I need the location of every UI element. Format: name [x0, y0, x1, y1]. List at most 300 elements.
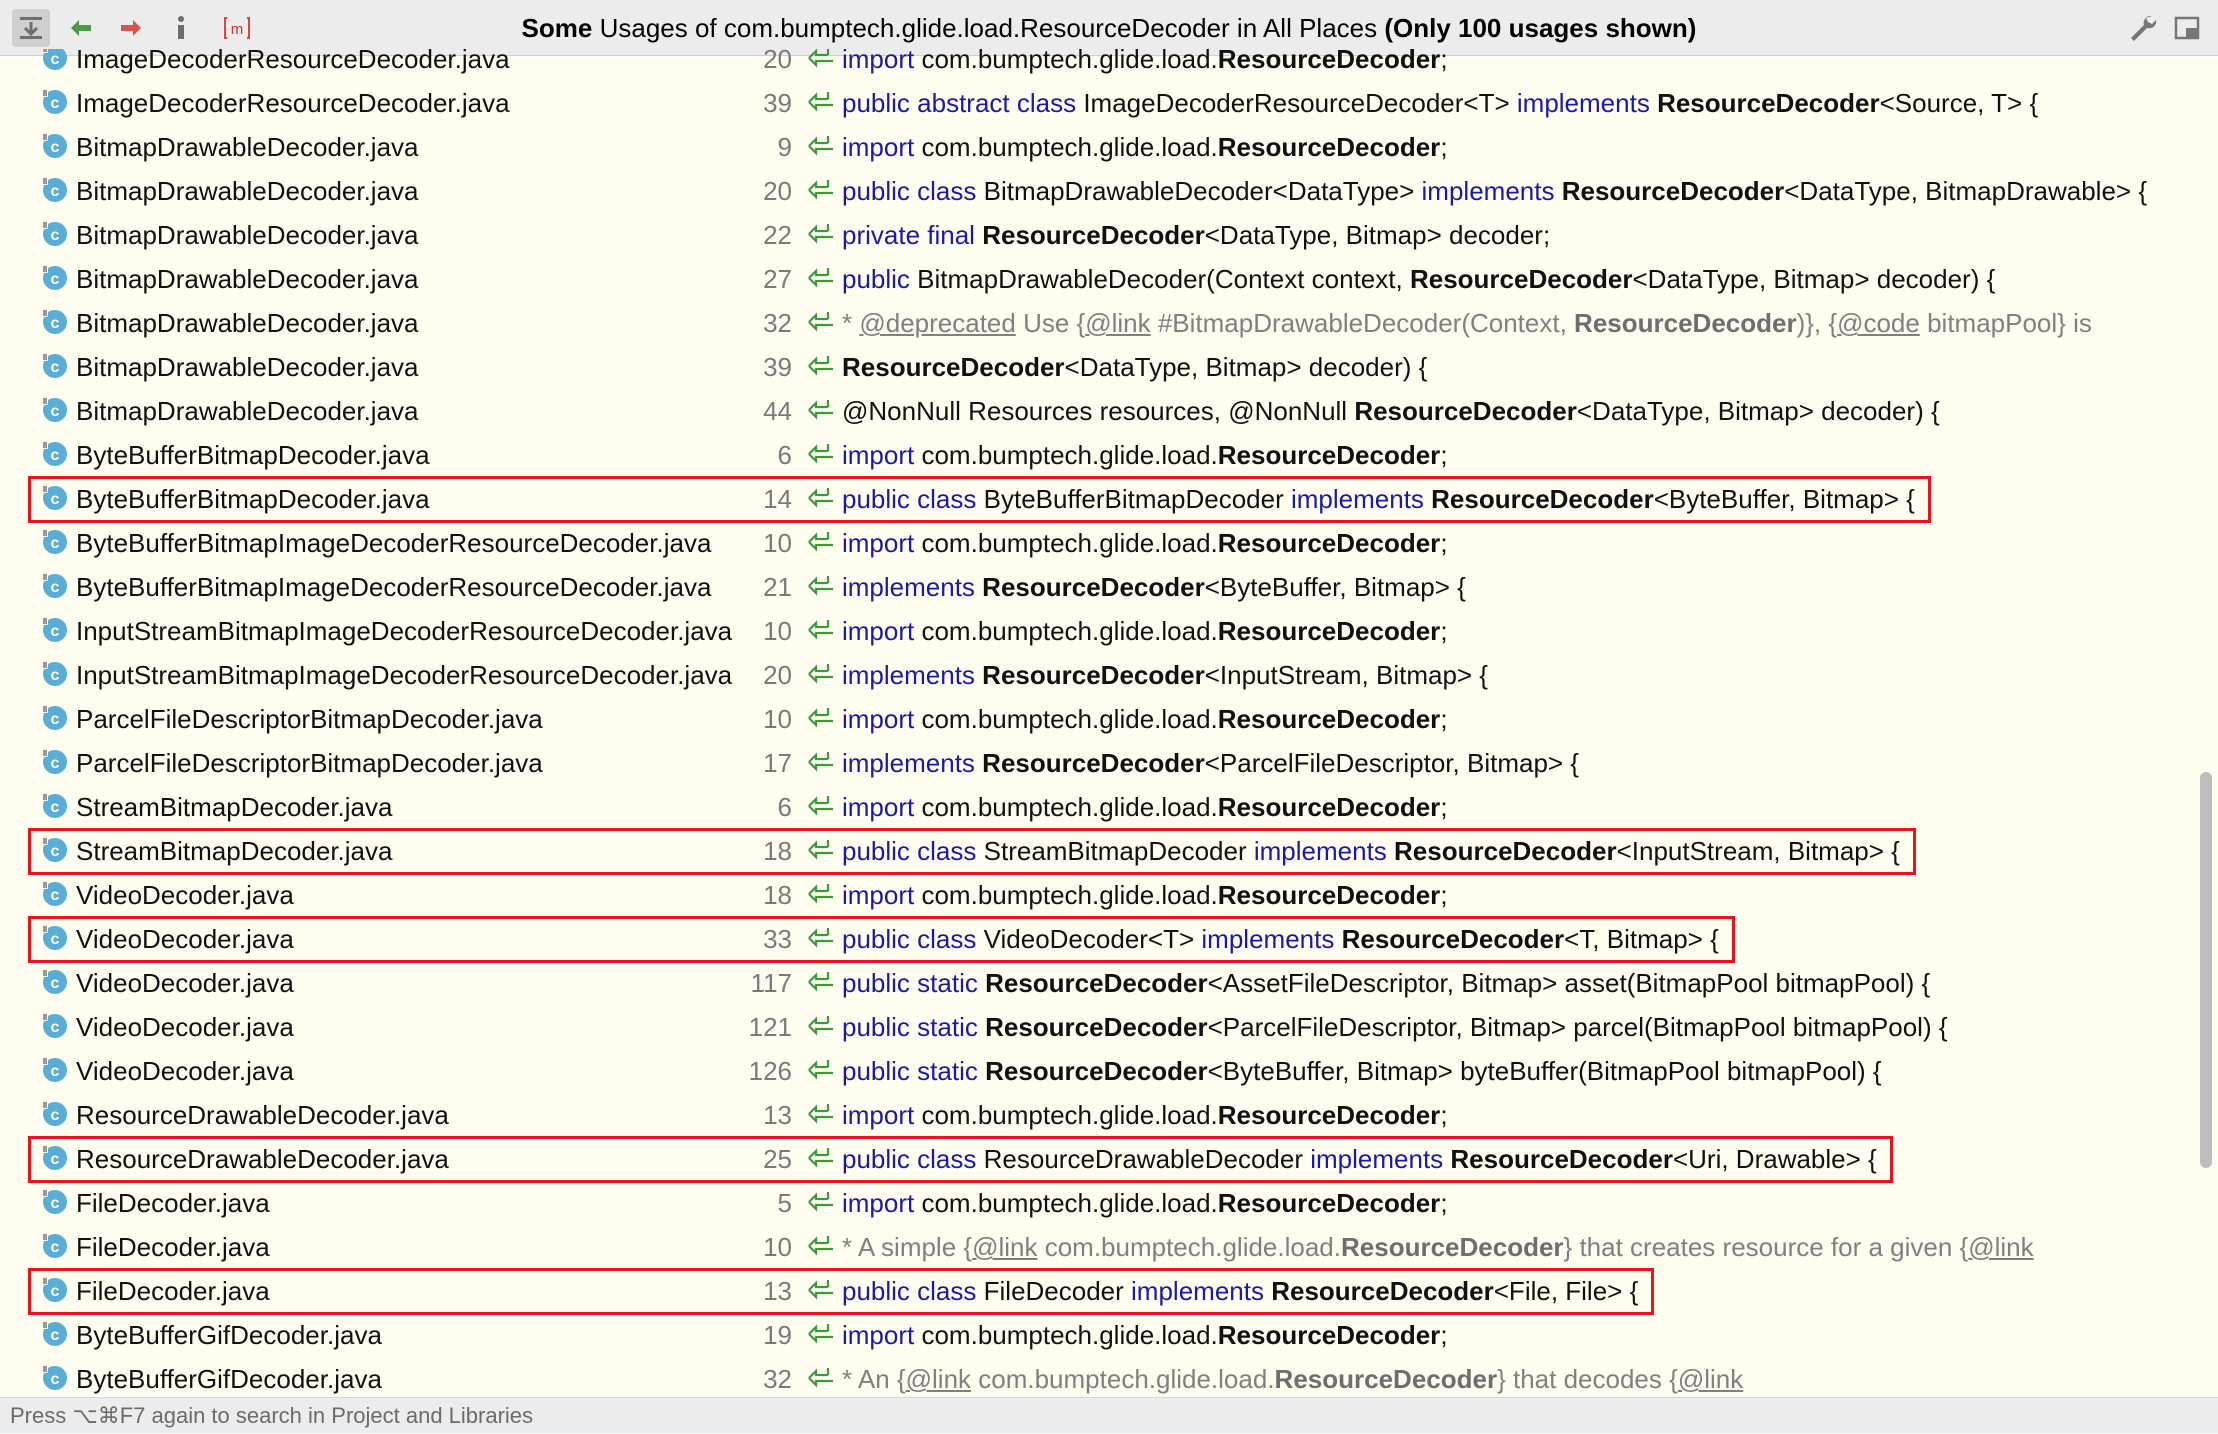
- usage-arrow-icon: [806, 794, 836, 818]
- code-token: ResourceDecoder: [1217, 704, 1441, 734]
- usage-arrow-icon: [806, 310, 836, 334]
- code-token: com.bumptech.glide.load.: [914, 1100, 1218, 1130]
- usage-row[interactable]: [0, 125, 2200, 169]
- code-snippet: [842, 257, 1995, 301]
- file-name: ParcelFileDescriptorBitmapDecoder.java: [76, 748, 543, 778]
- usage-arrow-icon: [806, 618, 836, 642]
- code-token: ResourceDecoder: [1450, 1144, 1673, 1174]
- code-snippet: [842, 213, 1550, 257]
- usage-row[interactable]: [0, 1181, 2200, 1225]
- svg-text:c: c: [50, 1195, 60, 1212]
- code-token: [978, 1056, 985, 1086]
- svg-text:c: c: [50, 843, 60, 860]
- code-token: implements: [1310, 1144, 1444, 1174]
- restore-window-icon[interactable]: [2172, 12, 2204, 44]
- code-token: [978, 968, 985, 998]
- file-name: InputStreamBitmapImageDecoderResourceDecoder.java: [76, 616, 733, 646]
- svg-text:c: c: [50, 887, 60, 904]
- code-token: )}, {: [1796, 308, 1838, 338]
- previous-occurrence-button[interactable]: [62, 9, 100, 47]
- code-token: [1650, 88, 1657, 118]
- usage-arrow-icon: [806, 750, 836, 774]
- code-token: private final: [842, 220, 975, 250]
- svg-text:c: c: [50, 1151, 60, 1168]
- code-token: BitmapDrawableDecoder(Context context,: [909, 264, 1410, 294]
- code-token: ;: [1440, 792, 1448, 822]
- usage-row[interactable]: [0, 697, 2200, 741]
- line-number: 13: [763, 1276, 792, 1306]
- file-name: ByteBufferBitmapImageDecoderResourceDecoder.java: [76, 528, 712, 558]
- usage-row[interactable]: [0, 1049, 2200, 1093]
- status-bar: [0, 1397, 2218, 1433]
- usage-arrow-icon: [806, 134, 836, 158]
- code-token: public class: [842, 176, 977, 206]
- file-name: FileDecoder.java: [76, 1276, 270, 1306]
- line-number: 21: [763, 572, 792, 602]
- svg-text:c: c: [50, 535, 60, 552]
- code-token: ResourceDecoder: [1217, 1100, 1441, 1130]
- code-token: <InputStream, Bitmap> {: [1204, 660, 1488, 690]
- line-number: 39: [763, 352, 792, 382]
- code-snippet: [842, 49, 1448, 81]
- code-token: com.bumptech.glide.load.: [914, 440, 1218, 470]
- file-name: ResourceDrawableDecoder.java: [76, 1144, 449, 1174]
- code-token: ResourceDecoder: [1341, 1232, 1564, 1262]
- file-name: BitmapDrawableDecoder.java: [76, 396, 419, 426]
- code-snippet: [842, 873, 1448, 917]
- code-token: import: [842, 440, 915, 470]
- usage-row[interactable]: [0, 389, 2200, 433]
- line-number: 20: [763, 176, 792, 206]
- file-name: VideoDecoder.java: [76, 968, 294, 998]
- usage-row[interactable]: [0, 213, 2200, 257]
- usage-row[interactable]: [0, 741, 2200, 785]
- code-token: com.bumptech.glide.load.: [914, 132, 1218, 162]
- code-token: ;: [1440, 704, 1448, 734]
- usage-arrow-icon: [806, 662, 836, 686]
- file-name: ImageDecoderResourceDecoder.java: [76, 49, 510, 74]
- java-class-icon: [40, 1231, 70, 1261]
- usage-row[interactable]: [0, 1225, 2200, 1269]
- file-name: BitmapDrawableDecoder.java: [76, 352, 419, 382]
- code-token: <ByteBuffer, Bitmap> {: [1653, 484, 1915, 514]
- code-token: [1554, 176, 1561, 206]
- line-number: 44: [763, 396, 792, 426]
- svg-text:c: c: [50, 1063, 60, 1080]
- code-token: ResourceDecoder: [1561, 176, 1785, 206]
- code-token: implements: [1201, 924, 1335, 954]
- java-class-icon: [40, 175, 70, 205]
- code-token: com.bumptech.glide.load.: [914, 1188, 1218, 1218]
- code-snippet: [842, 1181, 1448, 1225]
- java-class-icon: [40, 395, 70, 425]
- java-class-icon: [40, 49, 70, 73]
- file-name: ByteBufferBitmapDecoder.java: [76, 440, 430, 470]
- java-class-icon: [40, 703, 70, 733]
- module-icon: [222, 13, 252, 43]
- code-token: ResourceDecoder: [1217, 616, 1441, 646]
- code-token: ResourceDecoder: [985, 1012, 1208, 1042]
- usage-arrow-icon: [806, 354, 836, 378]
- svg-text:c: c: [50, 359, 60, 376]
- code-token: } that creates resource for a given {: [1563, 1232, 1969, 1262]
- code-token: public class: [842, 1144, 977, 1174]
- code-token: ;: [1440, 1100, 1448, 1130]
- code-token: <DataType, Bitmap> decoder) {: [1064, 352, 1428, 382]
- usage-arrow-icon: [806, 1322, 836, 1346]
- line-number: 10: [763, 528, 792, 558]
- usage-arrow-icon: [806, 1102, 836, 1126]
- highlight-box: [28, 828, 1916, 875]
- java-class-icon: [40, 791, 70, 821]
- code-token: #BitmapDrawableDecoder(Context,: [1150, 308, 1575, 338]
- code-snippet: [842, 389, 1940, 433]
- usage-row[interactable]: [0, 521, 2200, 565]
- code-token: com.bumptech.glide.load.: [914, 1320, 1218, 1350]
- code-token: ;: [1440, 1320, 1448, 1350]
- code-token: public class: [842, 924, 977, 954]
- usages-toolbar: [0, 0, 2218, 56]
- line-number: 32: [763, 1364, 792, 1394]
- code-token: * An {: [842, 1364, 906, 1394]
- code-token: @deprecated: [859, 308, 1016, 338]
- java-class-icon: [40, 967, 70, 997]
- svg-text:c: c: [50, 667, 60, 684]
- usage-row[interactable]: [0, 1093, 2200, 1137]
- code-token: com.bumptech.glide.load.: [914, 49, 1218, 74]
- code-token: bitmapPool} is: [1919, 308, 2092, 338]
- java-class-icon: [40, 571, 70, 601]
- java-class-icon: [40, 879, 70, 909]
- code-token: @NonNull Resources resources, @NonNull: [842, 396, 1355, 426]
- vertical-scrollbar[interactable]: [2200, 772, 2212, 1168]
- usage-row[interactable]: [0, 961, 2200, 1005]
- code-token: ResourceDecoder: [1217, 1320, 1441, 1350]
- usage-row[interactable]: [0, 609, 2200, 653]
- line-number: 18: [763, 880, 792, 910]
- code-token: ;: [1440, 880, 1448, 910]
- file-name: ImageDecoderResourceDecoder.java: [76, 88, 510, 118]
- code-token: <ByteBuffer, Bitmap> byteBuffer(BitmapPool bitmapPool) {: [1207, 1056, 1882, 1086]
- file-name: ResourceDrawableDecoder.java: [76, 1100, 449, 1130]
- code-token: ByteBufferBitmapDecoder: [976, 484, 1291, 514]
- code-token: Use {: [1015, 308, 1086, 338]
- code-token: implements: [1253, 836, 1387, 866]
- wrench-icon[interactable]: [2126, 12, 2158, 44]
- usage-row[interactable]: [0, 49, 2200, 81]
- svg-text:c: c: [50, 1371, 60, 1388]
- code-token: import: [842, 49, 915, 74]
- line-number: 20: [763, 660, 792, 690]
- usage-arrow-icon: [806, 1234, 836, 1258]
- svg-text:c: c: [50, 1239, 60, 1256]
- line-number: 22: [763, 220, 792, 250]
- code-snippet: [842, 433, 1448, 477]
- code-snippet: [842, 609, 1448, 653]
- code-token: ;: [1440, 440, 1448, 470]
- usage-arrow-icon: [806, 266, 836, 290]
- code-snippet: [842, 1357, 1743, 1397]
- code-token: ResourceDecoder: [982, 572, 1205, 602]
- line-number: 6: [777, 440, 792, 470]
- code-token: } that decodes {: [1497, 1364, 1678, 1394]
- code-token: ;: [1440, 49, 1448, 74]
- code-token: com.bumptech.glide.load.: [1037, 1232, 1341, 1262]
- code-token: ResourceDecoder: [1217, 792, 1441, 822]
- code-token: ResourceDecoder: [1217, 880, 1441, 910]
- code-token: <ByteBuffer, Bitmap> {: [1204, 572, 1466, 602]
- usage-arrow-icon: [806, 706, 836, 730]
- file-name: ByteBufferGifDecoder.java: [76, 1364, 382, 1394]
- usage-arrow-icon: [806, 49, 836, 70]
- usage-arrow-icon: [806, 222, 836, 246]
- line-number: 14: [763, 484, 792, 514]
- java-class-icon: [40, 615, 70, 645]
- code-token: import: [842, 528, 915, 558]
- code-token: public static: [842, 1012, 978, 1042]
- svg-text:c: c: [50, 579, 60, 596]
- usage-arrow-icon: [806, 178, 836, 202]
- code-snippet: [842, 785, 1448, 829]
- line-number: 10: [763, 704, 792, 734]
- file-name: FileDecoder.java: [76, 1188, 270, 1218]
- code-snippet: [842, 169, 2147, 213]
- code-token: com.bumptech.glide.load.: [971, 1364, 1275, 1394]
- code-token: <ParcelFileDescriptor, Bitmap> {: [1204, 748, 1579, 778]
- line-number: 10: [763, 1232, 792, 1262]
- code-token: import: [842, 1188, 915, 1218]
- svg-text:c: c: [50, 315, 60, 332]
- usage-row[interactable]: [0, 565, 2200, 609]
- code-token: <T, Bitmap> {: [1564, 924, 1719, 954]
- highlight-box: [28, 916, 1735, 963]
- usage-arrow-icon: [806, 442, 836, 466]
- code-token: <Uri, Drawable> {: [1672, 1144, 1877, 1174]
- line-number: 20: [763, 49, 792, 74]
- java-class-icon: [40, 1319, 70, 1349]
- svg-text:m: m: [230, 21, 244, 38]
- code-token: import: [842, 792, 915, 822]
- file-name: VideoDecoder.java: [76, 1012, 294, 1042]
- code-token: ResourceDecoder: [1394, 836, 1617, 866]
- usage-row[interactable]: [0, 257, 2200, 301]
- java-class-icon: [40, 439, 70, 469]
- file-name: ByteBufferBitmapImageDecoderResourceDecoder.java: [76, 572, 712, 602]
- code-token: <DataType, Bitmap> decoder) {: [1576, 396, 1940, 426]
- code-token: com.bumptech.glide.load.: [914, 616, 1218, 646]
- line-number: 10: [763, 616, 792, 646]
- usage-row[interactable]: [0, 345, 2200, 389]
- code-snippet: [842, 521, 1448, 565]
- highlight-box: [28, 1136, 1893, 1183]
- file-name: VideoDecoder.java: [76, 924, 294, 954]
- code-token: ResourceDecoder: [1657, 88, 1880, 118]
- code-token: ;: [1440, 528, 1448, 558]
- code-token: com.bumptech.glide.load.: [914, 704, 1218, 734]
- line-number: 18: [763, 836, 792, 866]
- java-class-icon: [40, 219, 70, 249]
- code-token: import: [842, 1320, 915, 1350]
- usage-arrow-icon: [806, 574, 836, 598]
- code-token: import: [842, 1100, 915, 1130]
- code-token: * A simple {: [842, 1232, 973, 1262]
- code-token: ResourceDrawableDecoder: [976, 1144, 1311, 1174]
- code-token: <File, File> {: [1493, 1276, 1639, 1306]
- code-token: implements: [842, 748, 975, 778]
- code-snippet: [842, 653, 1488, 697]
- code-token: <Source, T> {: [1879, 88, 2039, 118]
- highlight-box: [28, 476, 1931, 523]
- file-name: VideoDecoder.java: [76, 1056, 294, 1086]
- code-token: ResourceDecoder: [1217, 132, 1441, 162]
- code-token: import: [842, 616, 915, 646]
- code-token: ResourceDecoder: [982, 748, 1205, 778]
- usage-row[interactable]: [0, 873, 2200, 917]
- code-snippet: [842, 961, 1930, 1005]
- svg-text:c: c: [50, 799, 60, 816]
- java-class-icon: [40, 659, 70, 689]
- code-token: public static: [842, 968, 978, 998]
- code-token: implements: [842, 572, 975, 602]
- code-token: ResourceDecoder: [982, 660, 1205, 690]
- java-class-icon: [40, 131, 70, 161]
- code-token: implements: [1131, 1276, 1264, 1306]
- code-token: implements: [1290, 484, 1424, 514]
- line-number: 32: [763, 308, 792, 338]
- java-class-icon: [40, 1099, 70, 1129]
- usage-arrow-icon: [806, 1190, 836, 1214]
- svg-text:c: c: [50, 95, 60, 112]
- svg-text:c: c: [50, 139, 60, 156]
- svg-text:c: c: [50, 51, 60, 68]
- expand-all-button[interactable]: [12, 9, 50, 47]
- java-class-icon: [40, 263, 70, 293]
- code-token: ResourceDecoder: [842, 352, 1065, 382]
- code-token: ;: [1440, 1188, 1448, 1218]
- usage-row[interactable]: [0, 1005, 2200, 1049]
- code-token: @link: [972, 1232, 1038, 1262]
- java-class-icon: [40, 1363, 70, 1393]
- code-token: @link: [1085, 308, 1151, 338]
- code-token: ;: [1440, 132, 1448, 162]
- usages-list: [0, 49, 2218, 1397]
- code-token: ResourceDecoder: [1341, 924, 1565, 954]
- usage-row[interactable]: [0, 169, 2200, 213]
- svg-text:c: c: [50, 271, 60, 288]
- file-name: StreamBitmapDecoder.java: [76, 792, 393, 822]
- code-token: @code: [1837, 308, 1920, 338]
- java-class-icon: [40, 747, 70, 777]
- java-class-icon: [40, 87, 70, 117]
- code-token: com.bumptech.glide.load.: [914, 880, 1218, 910]
- line-number: 39: [763, 88, 792, 118]
- file-name: BitmapDrawableDecoder.java: [76, 308, 419, 338]
- svg-text:c: c: [50, 491, 60, 508]
- line-number: 27: [763, 264, 792, 294]
- usage-row[interactable]: [0, 433, 2200, 477]
- usage-arrow-icon: [806, 1014, 836, 1038]
- code-token: ResourceDecoder: [1217, 528, 1441, 558]
- usage-row[interactable]: [0, 301, 2200, 345]
- usage-arrow-icon: [806, 90, 836, 114]
- usage-row[interactable]: [0, 1313, 2200, 1357]
- code-token: ResourceDecoder: [1354, 396, 1577, 426]
- code-token: <InputStream, Bitmap> {: [1616, 836, 1900, 866]
- file-name: VideoDecoder.java: [76, 880, 294, 910]
- code-snippet: [842, 1313, 1448, 1357]
- code-token: ResourceDecoder: [1217, 49, 1441, 74]
- code-token: ResourceDecoder: [1271, 1276, 1494, 1306]
- code-token: ResourceDecoder: [982, 220, 1205, 250]
- line-number: 6: [777, 792, 792, 822]
- file-name: BitmapDrawableDecoder.java: [76, 264, 419, 294]
- code-token: implements: [842, 660, 975, 690]
- usage-row[interactable]: [0, 1357, 2200, 1397]
- svg-text:c: c: [50, 1107, 60, 1124]
- status-text: Press ⌥⌘F7 again to search in Project and Libraries: [10, 1403, 534, 1428]
- svg-text:c: c: [50, 1019, 60, 1036]
- svg-text:c: c: [50, 447, 60, 464]
- next-occurrence-button[interactable]: [112, 9, 150, 47]
- java-class-icon: [40, 1011, 70, 1041]
- usage-arrow-icon: [806, 530, 836, 554]
- code-token: FileDecoder: [976, 1276, 1132, 1306]
- code-token: implements: [1421, 176, 1555, 206]
- code-token: @link: [1968, 1232, 2034, 1262]
- module-filter-button[interactable]: [218, 9, 256, 47]
- code-token: *: [842, 308, 860, 338]
- line-number: 17: [763, 748, 792, 778]
- info-button[interactable]: [162, 9, 200, 47]
- code-snippet: [842, 81, 2038, 125]
- file-name: BitmapDrawableDecoder.java: [76, 220, 419, 250]
- expand-all-icon: [16, 13, 46, 43]
- line-number: 126: [748, 1056, 792, 1086]
- file-name: BitmapDrawableDecoder.java: [76, 176, 419, 206]
- usage-row[interactable]: [0, 81, 2200, 125]
- line-number: 117: [750, 968, 792, 998]
- svg-text:c: c: [50, 975, 60, 992]
- java-class-icon: [40, 527, 70, 557]
- line-number: 33: [763, 924, 792, 954]
- code-token: public class: [842, 1276, 977, 1306]
- usage-row[interactable]: [0, 653, 2200, 697]
- java-class-icon: [40, 1187, 70, 1217]
- code-token: import: [842, 132, 915, 162]
- code-snippet: [842, 1225, 2034, 1269]
- svg-text:c: c: [50, 1283, 60, 1300]
- code-snippet: [842, 1093, 1448, 1137]
- code-token: BitmapDrawableDecoder<DataType>: [976, 176, 1422, 206]
- svg-text:c: c: [50, 623, 60, 640]
- line-number: 13: [763, 1100, 792, 1130]
- code-token: ResourceDecoder: [985, 1056, 1208, 1086]
- code-token: import: [842, 880, 915, 910]
- svg-text:c: c: [50, 931, 60, 948]
- code-snippet: [842, 345, 1427, 389]
- java-class-icon: [40, 351, 70, 381]
- line-number: 9: [777, 132, 792, 162]
- code-token: implements: [1516, 88, 1650, 118]
- code-snippet: [842, 741, 1579, 785]
- svg-text:c: c: [50, 227, 60, 244]
- code-token: ImageDecoderResourceDecoder<T>: [1076, 88, 1517, 118]
- usage-row[interactable]: [0, 785, 2200, 829]
- file-name: FileDecoder.java: [76, 1232, 270, 1262]
- code-token: ResourceDecoder: [1409, 264, 1633, 294]
- code-token: ResourceDecoder: [1574, 308, 1797, 338]
- file-name: ByteBufferGifDecoder.java: [76, 1320, 382, 1350]
